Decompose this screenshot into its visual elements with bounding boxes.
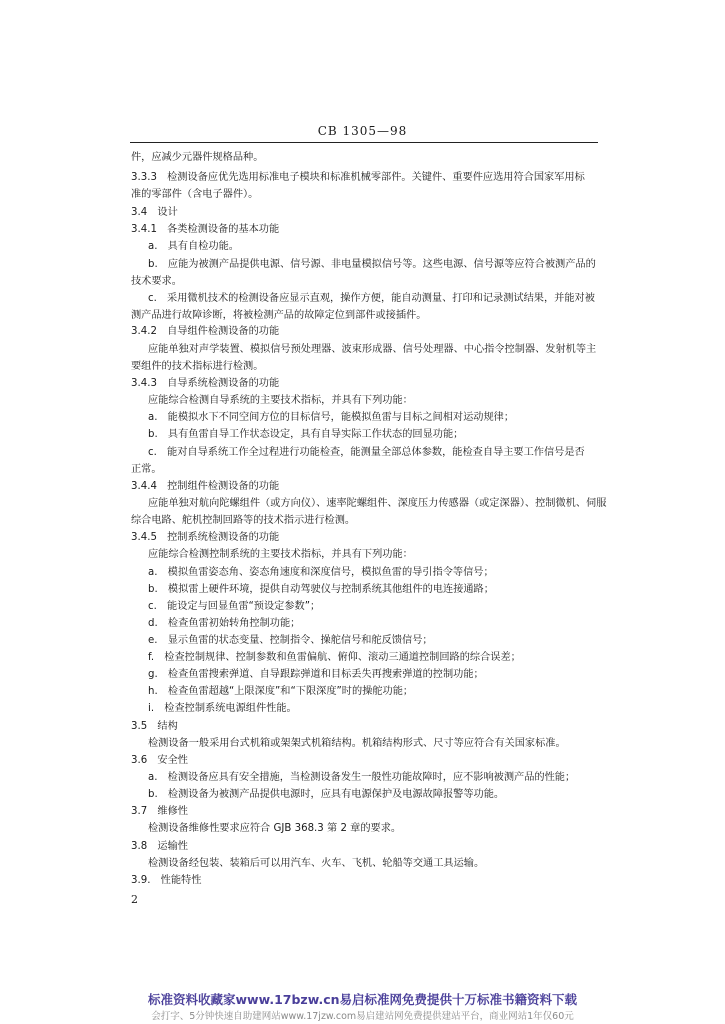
body-line: a. 模拟鱼雷姿态角、姿态角速度和深度信号，模拟鱼雷的导引指令等信号；	[148, 567, 494, 578]
footer-link-text[interactable]: 标准资料收藏家www.17bzw.cn易启标准网免费提供十万标准书籍资料下载	[147, 992, 578, 1007]
body-line: 准的零部件（含电子器件）。	[131, 189, 259, 200]
body-line: 应能单独对声学装置、模拟信号预处理器、波束形成器、信号处理器、中心指令控制器、发射机等主	[148, 344, 597, 355]
body-line: a. 检测设备应具有安全措施，当检测设备发生一般性功能故障时，应不影响被测产品的性能；	[148, 772, 576, 783]
body-line: a. 能模拟水下不同空间方位的目标信号，能模拟鱼雷与目标之间相对运动规律；	[148, 412, 515, 423]
section-heading: 3.4 设计	[131, 207, 178, 218]
body-line: b. 具有鱼雷自导工作状态设定，具有自导实际工作状态的回显功能；	[148, 429, 464, 440]
section-heading: 3.4.5 控制系统检测设备的功能	[131, 532, 280, 543]
body-line: d. 检查鱼雷初始转角控制功能；	[148, 618, 301, 629]
header-rule	[130, 142, 598, 143]
body-line: 应能单独对航向陀螺组件（或方向仪）、速率陀螺组件、深度压力传感器（或定深器）、控制微机、伺服	[148, 498, 607, 509]
body-line: 检测设备一般采用台式机箱或架架式机箱结构。机箱结构形式、尺寸等应符合有关国家标准。	[148, 738, 566, 749]
page-number: 2	[131, 893, 138, 906]
body-line: 技术要求。	[131, 276, 182, 287]
section-heading: 3.4.4 控制组件检测设备的功能	[131, 481, 280, 492]
body-line: a. 具有自检功能。	[148, 241, 239, 252]
body-line: 3.3.3 检测设备应优先选用标准电子模块和标准机械零部件。关键件、重要件应选用符合国家军用标	[131, 172, 585, 183]
section-heading: 3.4.3 自导系统检测设备的功能	[131, 378, 280, 389]
section-heading: 3.8 运输性	[131, 841, 188, 852]
standard-code: CB 1305—98	[317, 124, 408, 138]
section-heading: 3.4.2 自导组件检测设备的功能	[131, 326, 280, 337]
body-line: b. 模拟雷上硬件环境，提供自动驾驶仪与控制系统其他组件的电连接通路；	[148, 584, 494, 595]
body-line: 应能综合检测控制系统的主要技术指标，并具有下列功能：	[148, 549, 413, 560]
body-line: e. 显示鱼雷的状态变量、控制指令、操舵信号和舵反馈信号；	[148, 635, 433, 646]
body-line: 正常。	[131, 464, 162, 475]
body-line: b. 检测设备为被测产品提供电源时，应具有电源保护及电源故障报警等功能。	[148, 789, 505, 800]
footer-sub-text[interactable]: 会打字、5分钟快速自助建网站www.17jzw.com易启建站网免费提供建站平台，商业网站1年仅60元	[151, 1011, 574, 1022]
body-line: c. 能对自导系统工作全过程进行功能检查，能测量全部总体参数，能检查自导主要工作信号是否	[148, 447, 585, 458]
body-line: 测产品进行故障诊断，将被检测产品的故障定位到部件或接插件。	[131, 310, 427, 321]
section-heading: 3.6 安全性	[131, 755, 188, 766]
body-line: 检测设备维修性要求应符合 GJB 368.3 第 2 章的要求。	[148, 823, 402, 834]
body-line: 综合电路、舵机控制回路等的技术指示进行检测。	[131, 515, 356, 526]
body-line: b. 应能为被测产品提供电源、信号源、非电量模拟信号等。这些电源、信号源等应符合被测产品的	[148, 259, 596, 270]
body-line: c. 能设定与回显鱼雷“预设定参数”；	[148, 601, 321, 612]
section-heading: 3.9. 性能特性	[131, 875, 202, 886]
body-line: 应能综合检测自导系统的主要技术指标，并具有下列功能：	[148, 395, 413, 406]
body-line: i. 检查控制系统电源组件性能。	[148, 703, 297, 714]
section-heading: 3.5 结构	[131, 721, 178, 732]
body-line: 要组件的技术指标进行检测。	[131, 361, 264, 372]
body-line: c. 采用微机技术的检测设备应显示直观，操作方便，能自动测量、打印和记录测试结果，并能对被	[148, 293, 595, 304]
body-line: f. 检查控制规律、控制参数和鱼雷偏航、俯仰、滚动三通道控制回路的综合误差；	[148, 652, 521, 663]
body-line: g. 检查鱼雷搜索弹道、自导跟踪弹道和目标丢失再搜索弹道的控制功能；	[148, 669, 484, 680]
section-heading: 3.4.1 各类检测设备的基本功能	[131, 224, 280, 235]
body-line: h. 检查鱼雷超越“上限深度”和“下限深度”时的操舵功能；	[148, 686, 414, 697]
body-line: 检测设备经包装、装箱后可以用汽车、火车、飞机、轮船等交通工具运输。	[148, 858, 485, 869]
body-line: 件，应减少元器件规格品种。	[131, 152, 264, 163]
section-heading: 3.7 维修性	[131, 806, 188, 817]
